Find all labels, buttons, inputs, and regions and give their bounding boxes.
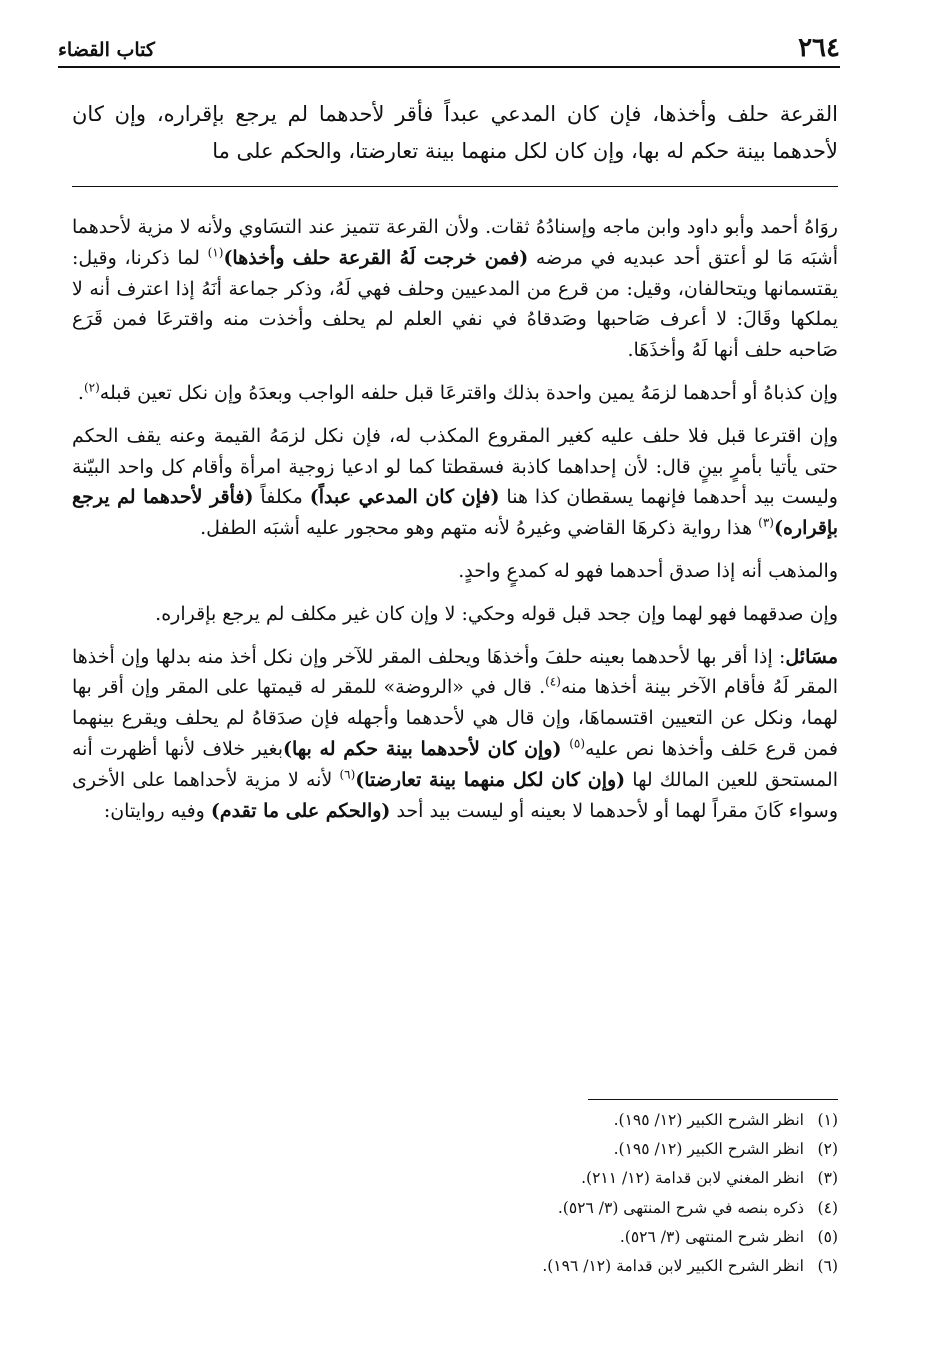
- footnote-ref-6: (٦): [339, 767, 356, 782]
- quoted-matn: (فأقر لأحدهما لم يرجع بإقراره): [72, 486, 838, 540]
- commentary-paragraph-1: روَاهُ أحمد وأبو داود وابن ماجه وإسنادُهُ ثقات. ولأن القرعة تتميز عند التسَاوي ولأنه لا مزية لأحدهما أشبَه مَا لو أعتق أحد عبديه في مرضه (فمن خرجت لَهُ القرعة حلف وأخذها)$^{(١)}$ لما ذكرنا، وقيل: يقتسمانها ويتحالفان، وقيل: من قرع من المدعيين وحلف فهي لَهُ، وذكر جماعة أنَهُ إذا اعترف أنه لا يملكها وقَالَ: لا أعرف صَاحبها وصَدقاهُ في نفي العلم لم يحلف وأخذت منه واقترعَا فمن قَرَع صَاحبه حلف أنها لَهُ وأخذَهَا.: [72, 216, 839, 362]
- footnote: (١)انظر الشرح الكبير (١٢/ ١٩٥).: [613, 1111, 838, 1129]
- footnote-separator: [588, 1099, 838, 1100]
- commentary-paragraph-6: مسَائل: إذا أقر بها لأحدهما بعينه حلفَ وأخذهَا ويحلف المقر للآخر وإن نكل أخذ منه بدلها وإن أخذها المقر لَهُ فأقام الآخر بينة أخذها منه$^{(٤)}$. قال في «الروضة» للمقر له قيمتها على المقر وإن أقر بها لهما، ونكل عن التعيين اقتسماهَا، وإن قال هي لأحدهما وأجهله فإن صدَقاهُ لم يحلف ويقرع بينهما فمن قرع حَلف وأخذها نص عليه$^{(٥)}$ (وإن كان لأحدهما بينة حكم له بها)بغير خلاف لأنها أظهرت أنه المستحق للعين المالك لها (وإن كان لكل منهما بينة تعارضتا)$^{(٦)}$ لأنه لا مزية لأحداهما على الأخرى وسواء كَانَ مقراً لهما أو لأحدهما لا بعينه أو ليست بيد أحد (والحكم على ما تقدم) وفيه روايتان:: [72, 645, 839, 822]
- footnote: (٥)انظر شرح المنتهى (٣/ ٥٢٦).: [619, 1227, 838, 1246]
- quoted-matn: (فمن خرجت لَهُ القرعة حلف وأخذها): [223, 246, 529, 269]
- footnote-ref-5: (٥): [569, 736, 586, 751]
- matn-text: القرعة حلف وأخذها، فإن كان المدعي عبداً فأقر لأحدهما لم يرجع بإقراره، وإن كان لأحدهما بينة حكم له بها، وإن كان لكل منهما بينة تعارضتا، والحكم على ما: [72, 102, 838, 163]
- masail-heading: مسَائل: [785, 645, 838, 668]
- running-title: كتاب القضاء: [58, 39, 155, 61]
- quoted-matn: (فإن كان المدعي عبداً): [309, 486, 500, 509]
- footnote: (٤)ذكره بنصه في شرح المنتهى (٣/ ٥٢٦).: [557, 1198, 838, 1217]
- commentary-paragraph-2: وإن كذباهُ أو أحدهما لزمَهُ يمين واحدة بذلك واقترعَا قبل حلفه الواجب وبعدَهُ وإن نكل تعين قبله$^{(٢)}$.: [77, 380, 838, 404]
- footnotes: [300, 1106, 838, 1281]
- footnote-ref-3: (٣): [758, 515, 774, 530]
- quoted-matn: (وإن كان لكل منهما بينة تعارضتا): [355, 768, 626, 791]
- commentary-paragraph-5: وإن صدقهما فهو لهما وإن جحد قبل قوله وحكي: لا وإن كان غير مكلف لم يرجع بإقراره.: [155, 602, 838, 625]
- commentary: [72, 212, 838, 838]
- quoted-matn: (والحكم على ما تقدم): [210, 799, 391, 822]
- footnote-ref-1: (١): [207, 245, 224, 260]
- matn-separator: [72, 186, 838, 187]
- footnote: (٦)انظر الشرح الكبير لابن قدامة (١٢/ ١٩٦).: [542, 1257, 838, 1276]
- quoted-matn: (وإن كان لأحدهما بينة حكم له بها): [283, 737, 570, 760]
- footnote-ref-4: (٤): [545, 675, 561, 690]
- page-number: ٢٦٤: [798, 33, 840, 63]
- footnote: (٣)انظر المغني لابن قدامة (١٢/ ٢١١).: [581, 1169, 838, 1188]
- page-header: [58, 32, 840, 68]
- footnote: (٢)انظر الشرح الكبير (١٢/ ١٩٥).: [613, 1140, 838, 1159]
- commentary-paragraph-3: وإن اقترعا قبل فلا حلف عليه كغير المقروع المكذب له، فإن نكل لزمَهُ القيمة وعنه يقف الحكم حتى يأتيا بأمرٍ بينٍ قال: لأن إحداهما كاذبة فسقطتا كما لو ادعيا زوجية امرأة وأقام كل واحد البيّنة وليست بيد أحدهما فإنهما يسقطان كذا هنا (فإن كان المدعي عبداً) مكلفاً (فأقر لأحدهما لم يرجع بإقراره)$^{(٣)}$ هذا رواية ذكرهَا القاضي وغيرهُ لأنه متهم وهو محجور عليه أشبَه الطفل.: [72, 424, 838, 540]
- footnote-ref-2: (٢): [83, 380, 100, 395]
- commentary-paragraph-4: والمذهب أنه إذا صدق أحدهما فهو له كمدعٍ واحدٍ.: [458, 559, 838, 582]
